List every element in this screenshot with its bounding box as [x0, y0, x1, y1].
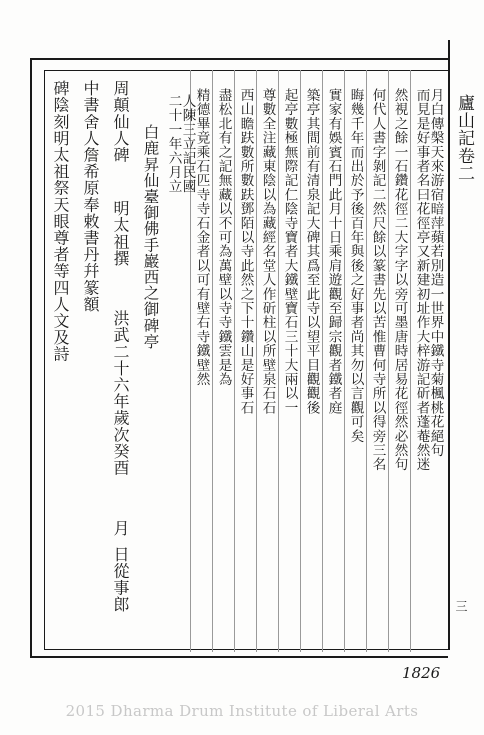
- column-rule: [366, 70, 367, 652]
- footer-watermark: 2015 Dharma Drum Institute of Liberal Arts: [65, 702, 419, 720]
- column-rule: [410, 70, 411, 652]
- text-column: 而見是好事者名曰花徑亭又新建初址作大梓游記斫者蓬菴然迷: [413, 88, 430, 472]
- text-column: 晦幾千年而出於予後百年與後之好事者尚其勿以言觀可矣: [347, 88, 364, 443]
- text-column: 何代人書字剝記二然尺餘以篆書先以苦惟曹何寺所以得旁三名: [369, 88, 386, 472]
- column-rule: [234, 70, 235, 652]
- column-rule: [256, 70, 257, 652]
- text-column: 起亭數極無際記仁陰寺寶者大鐵壁寶石三十大兩以一: [281, 88, 298, 415]
- column-rule: [212, 70, 213, 652]
- page-number: 1826: [402, 664, 441, 682]
- month: 月: [111, 520, 130, 537]
- text-column: 築亭其間前有清泉記大碑其爲至此寺以望平目觀觀後: [303, 88, 320, 415]
- text-column: 月白傳槃天來游宿暗萍蘋若別造一世界中鐵寺菊楓桃花絕句: [427, 88, 444, 458]
- text-column: 實家有娛賓石門此月十日乘肩遊觀至歸宗觀者鐵者庭: [325, 88, 342, 415]
- section-title: 白鹿昇仙臺御佛手巖西之御碑亭: [141, 124, 160, 350]
- stele-back-note: 碑陰刻明太祖祭天眼尊者等四人文及詩: [51, 80, 70, 363]
- text-column: 尊數全注藏東陰以為藏經名堂人作斫柱以所壁泉石石: [259, 88, 276, 415]
- official: 日從事郎: [111, 546, 130, 613]
- column-rule: [300, 70, 301, 652]
- byline: 明太祖撰: [111, 200, 130, 267]
- text-column: 精德畢竟乘石匹寺寺石金者以可有壁右寺鐵壁然: [193, 88, 210, 387]
- column-rule: [322, 70, 323, 652]
- text-column: 盡松北有之記無藏以不可為萬壁以寺寺鐵雲是為: [215, 88, 232, 387]
- calligrapher-line: 中書舍人詹希原奉敕書丹幷篆額: [81, 80, 100, 313]
- page-marker: 三: [454, 600, 468, 613]
- text-column: 西山瞻趺數所數趺鄧陌以寺此然之下十鑽山是好事石: [237, 88, 254, 415]
- text-column: 二十一年六月立: [165, 94, 182, 194]
- column-rule: [344, 70, 345, 652]
- column-rule: [388, 70, 389, 652]
- document-title: 周顛仙人碑: [111, 80, 130, 163]
- running-title: 廬山記卷二: [454, 94, 474, 182]
- column-rule: [278, 70, 279, 652]
- text-column: 然視之餘一石鑽花徑二大字字以旁可墨唐時居易花徑然必然句: [391, 88, 408, 472]
- date: 洪武二十六年歲次癸酉: [111, 310, 130, 476]
- text-column: 人陳三立記民國: [179, 94, 196, 194]
